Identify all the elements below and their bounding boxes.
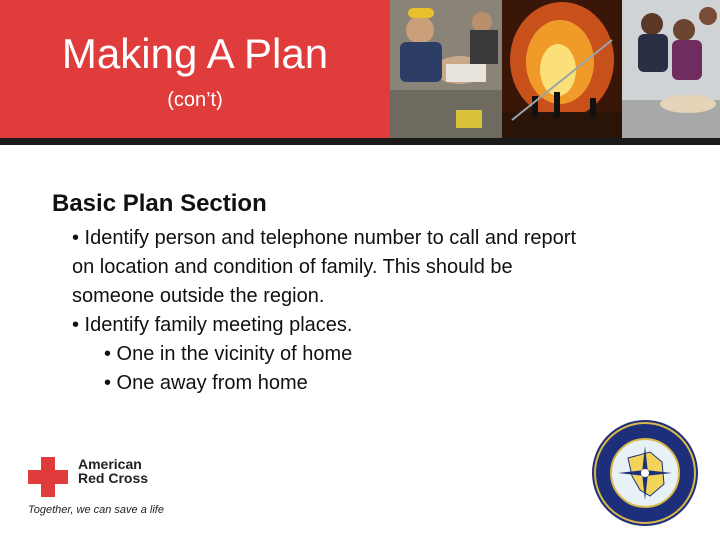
firefighters-photo — [502, 0, 622, 138]
sub-bullet-line: • One in the vicinity of home — [104, 343, 353, 365]
tagline: Together, we can save a life — [28, 504, 164, 516]
bullet-line: • Identify family meeting places. — [72, 314, 353, 336]
navy-region-southwest-seal — [590, 418, 700, 528]
logo-line-2: Red Cross — [78, 470, 149, 486]
header-photo-strip — [390, 0, 720, 138]
red-cross-icon — [28, 457, 68, 497]
bullet-line: on location and condition of family. This should be — [72, 256, 513, 278]
content-area — [52, 188, 692, 398]
logo-name — [78, 457, 178, 485]
bullet-line: • Identify person and telephone number to call and report — [72, 227, 576, 249]
red-cross-logo — [28, 452, 178, 518]
slide-subtitle: (con’t) — [167, 89, 223, 111]
header-divider — [0, 138, 720, 145]
bullet-line: someone outside the region. — [72, 285, 325, 307]
slide-title: Making A Plan — [61, 30, 329, 77]
cpr-class-photo — [622, 0, 720, 138]
logo-line-1: American — [78, 456, 142, 472]
sub-bullet-line: • One away from home — [104, 372, 308, 394]
first-aid-training-photo — [390, 0, 502, 138]
section-heading: Basic Plan Section — [52, 190, 267, 217]
